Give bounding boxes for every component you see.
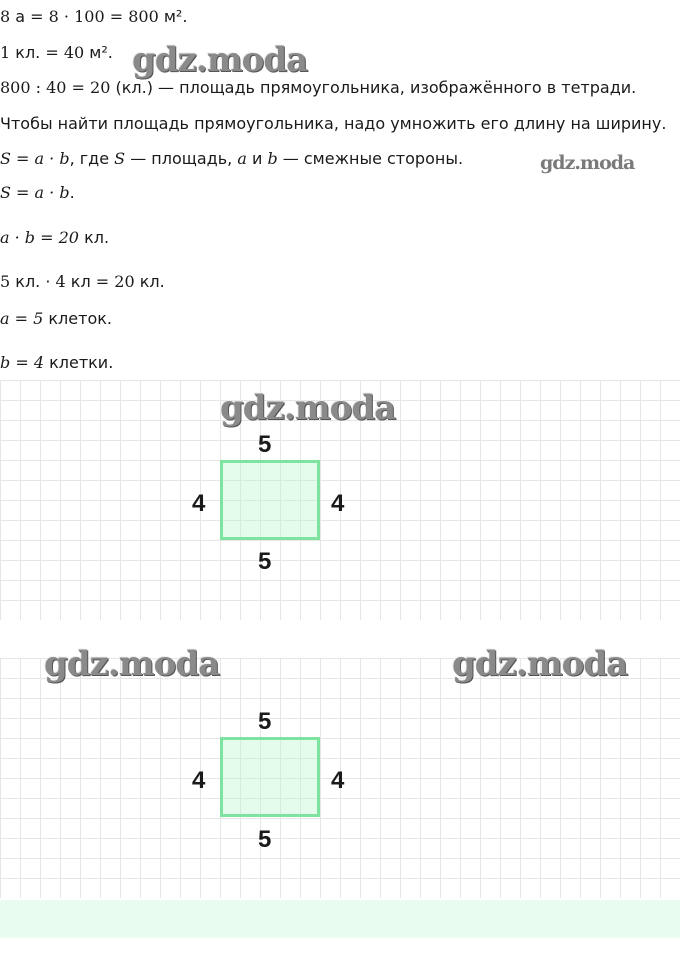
math: S (114, 149, 126, 168)
math: = 20 (95, 272, 135, 291)
text: м². (158, 7, 188, 26)
solution-line-9 (0, 308, 112, 330)
text: Чтобы найти площадь прямоугольника, надо умножить его длину на ширину. (0, 114, 667, 133)
bottom-side-label: 5 (258, 826, 272, 853)
math: a = 5 (0, 309, 44, 328)
math: = 8 · 100 = 800 (30, 7, 159, 26)
math: = 40 (45, 43, 85, 62)
solution-line-3 (0, 77, 636, 99)
math: 800 : 40 = 20 (0, 78, 111, 97)
text: . (69, 183, 75, 202)
solution-line-5 (0, 148, 463, 170)
solution-line-4 (0, 113, 666, 135)
text: кл. (134, 272, 165, 291)
solution-line-8 (0, 271, 165, 293)
math: 1 (0, 43, 11, 62)
math: 8 (0, 7, 11, 26)
text: и (246, 149, 268, 168)
left-side-label: 4 (192, 767, 206, 794)
text: кл. (10, 43, 46, 62)
math: b = 4 (0, 353, 44, 372)
math: S = a · b (0, 183, 70, 202)
text: кл (65, 272, 96, 291)
text: кл. (78, 228, 110, 247)
bottom-side-label: 5 (258, 548, 272, 575)
text: а (10, 7, 31, 26)
watermark-logo: gdz.moda (540, 152, 635, 174)
right-side-label: 4 (331, 490, 345, 517)
text: — площадь, (125, 149, 238, 168)
math: S = a · b (0, 149, 70, 168)
math: 5 (0, 272, 11, 291)
text: клетки. (44, 353, 114, 372)
right-side-label: 4 (331, 767, 345, 794)
solution-line-6 (0, 182, 75, 204)
text: м². (84, 43, 113, 62)
solution-line-1 (0, 6, 187, 28)
text: кл. · (10, 272, 56, 291)
watermark-logo: gdz.moda (132, 40, 308, 80)
text: (кл.) — площадь прямоугольника, изображённого в тетради. (110, 78, 637, 97)
solution-line-7 (0, 227, 109, 249)
math: b (267, 149, 278, 168)
watermark-logo: gdz.moda (220, 388, 396, 428)
top-side-label: 5 (258, 708, 272, 735)
rectangle-figure-2 (220, 737, 320, 817)
math: 4 (55, 272, 66, 291)
solution-line-2 (0, 42, 113, 64)
text: — смежные стороны. (277, 149, 464, 168)
watermark-logo: gdz.moda (44, 644, 220, 684)
footer-band (0, 900, 680, 938)
rectangle-figure-1 (220, 460, 320, 540)
math: a (237, 149, 247, 168)
text: , где (69, 149, 115, 168)
solution-line-10 (0, 352, 113, 374)
left-side-label: 4 (192, 490, 206, 517)
math: a · b = 20 (0, 228, 79, 247)
text: клеток. (43, 309, 112, 328)
top-side-label: 5 (258, 431, 272, 458)
watermark-logo: gdz.moda (452, 644, 628, 684)
